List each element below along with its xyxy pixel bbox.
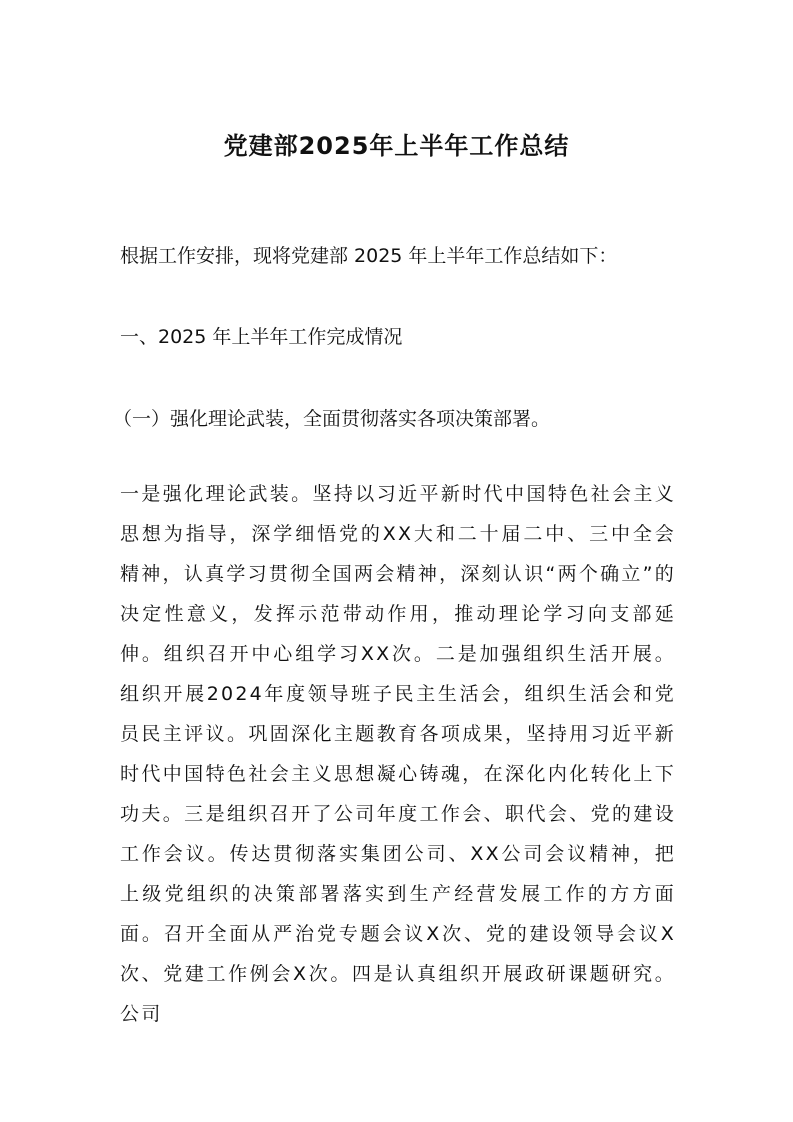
section-heading: 一、2025 年上半年工作完成情况 bbox=[120, 326, 403, 348]
subsection-heading: （一）强化理论武装，全面贯彻落实各项决策部署。 bbox=[113, 408, 551, 430]
document-title: 党建部2025年上半年工作总结 bbox=[223, 132, 570, 160]
intro-paragraph: 根据工作安排，现将党建部 2025 年上半年工作总结如下： bbox=[120, 245, 618, 267]
body-paragraph: 一是强化理论武装。坚持以习近平新时代中国特色社会主义思想为指导，深学细悟党的XX大和二十届二中、三中全会精神，认真学习贯彻全国两会精神，深刻认识“两个确立”的决定性意义，发挥示范带动作用，推动理论学习向支部延伸。组织召开中心组学习XX次。二是加强组织生活开展。组织开展2024年度领导班子民主生活会，组织生活会和党员民主评议。巩固深化主题教育各项成果，坚持用习近平新时代中国特色社会主义思想凝心铸魂，在深化内化转化上下功夫。三是组织召开了公司年度工作会、职代会、党的建设工作会议。传达贯彻落实集团公司、XX公司会议精神，把上级党组织的决策部署落实到生产经营发展工作的方方面面。召开全面从严治党专题会议X次、党的建设领导会议X次、党建工作例会X次。四是认真组织开展政研课题研究。公司 bbox=[120, 483, 676, 1025]
